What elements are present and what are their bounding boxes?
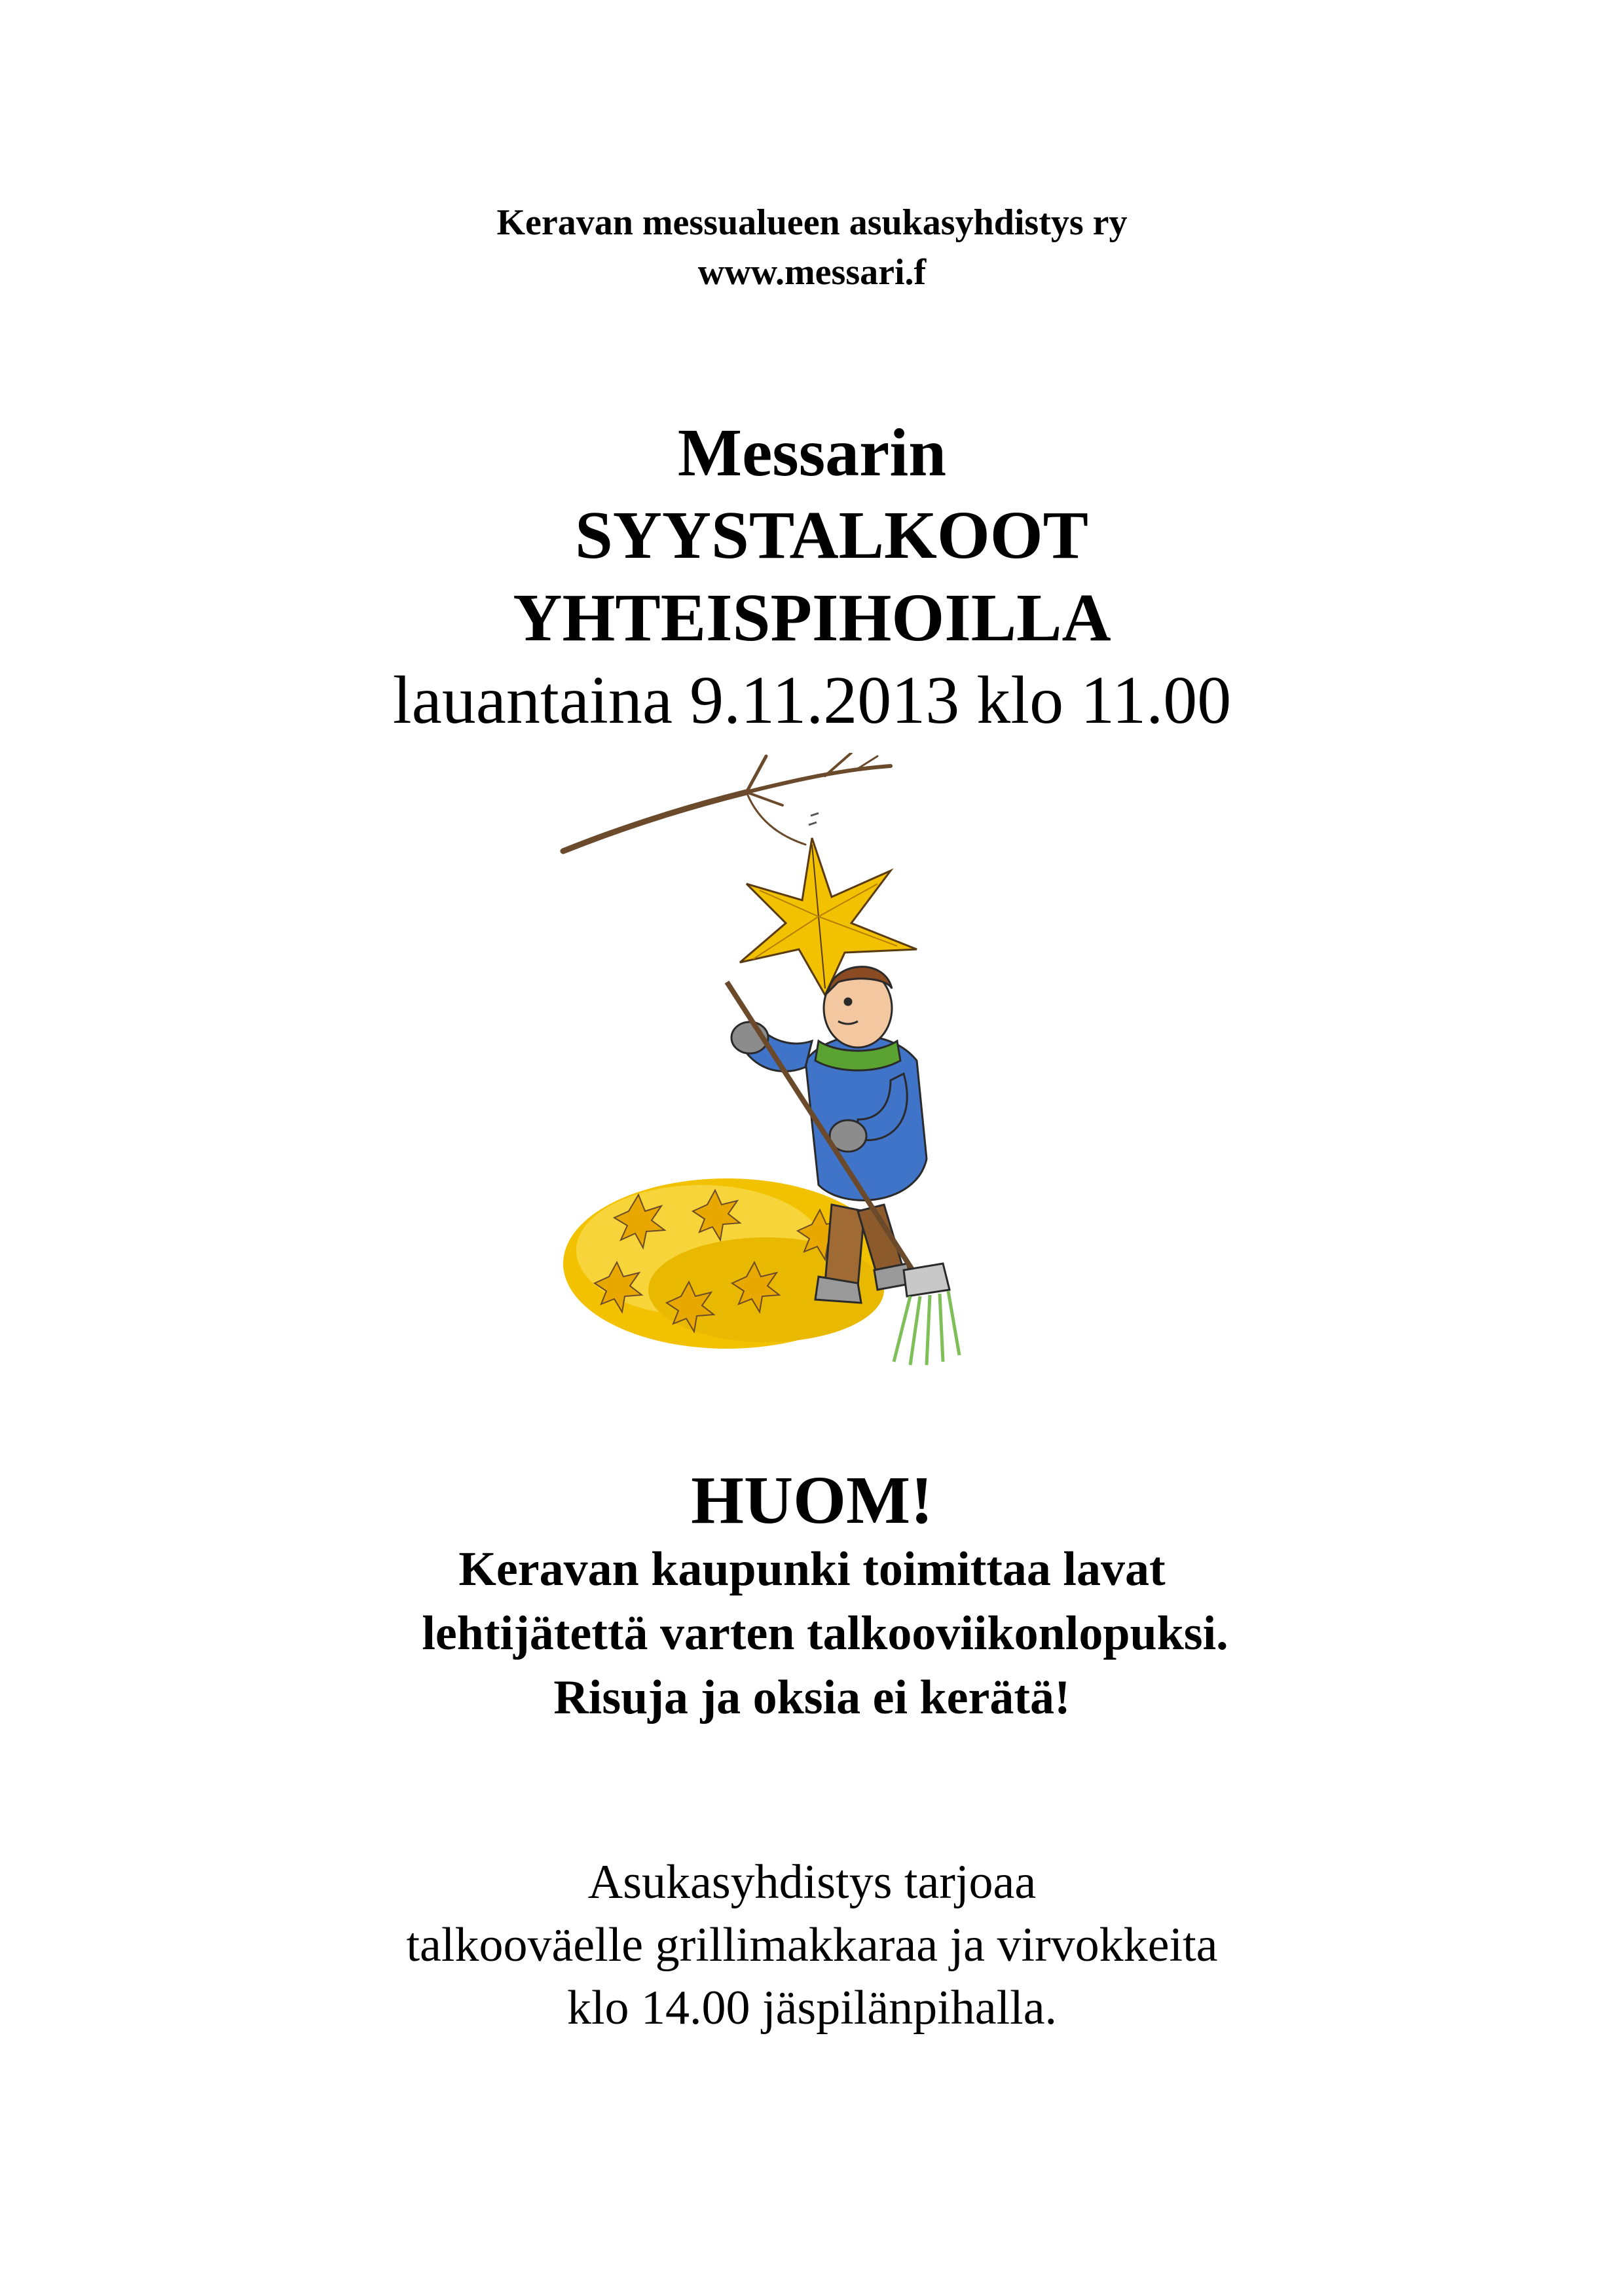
offer-line-1: Asukasyhdistys tarjoaa <box>587 1855 1037 1909</box>
falling-leaf-icon <box>740 813 917 995</box>
notice-line-2: lehtijätettä varten talkooviikonlopuksi. <box>422 1607 1228 1660</box>
title-line-2: SYYSTALKOOT <box>574 498 1089 573</box>
notice-line-1: Keravan kaupunki toimittaa lavat <box>458 1542 1166 1596</box>
event-date: lauantaina 9.11.2013 klo 11.00 <box>392 663 1232 738</box>
leaf-raking-illustration-icon <box>550 753 1022 1381</box>
offer-line-2: talkooväelle grillimakkaraa ja virvokkeita <box>406 1918 1218 1972</box>
title-line-3: YHTEISPIHOILLA <box>513 580 1111 655</box>
offer-line-3: klo 14.00 jäspilänpihalla. <box>566 1981 1058 2035</box>
website-text: www.messari.f <box>697 252 927 293</box>
notice-heading: HUOM! <box>691 1463 933 1538</box>
title-line-1: Messarin <box>677 415 947 490</box>
branch-icon <box>563 753 891 851</box>
notice-line-3: Risuja ja oksia ei kerätä! <box>553 1671 1071 1724</box>
organization-name: Keravan messualueen asukasyhdistys ry <box>496 202 1128 243</box>
